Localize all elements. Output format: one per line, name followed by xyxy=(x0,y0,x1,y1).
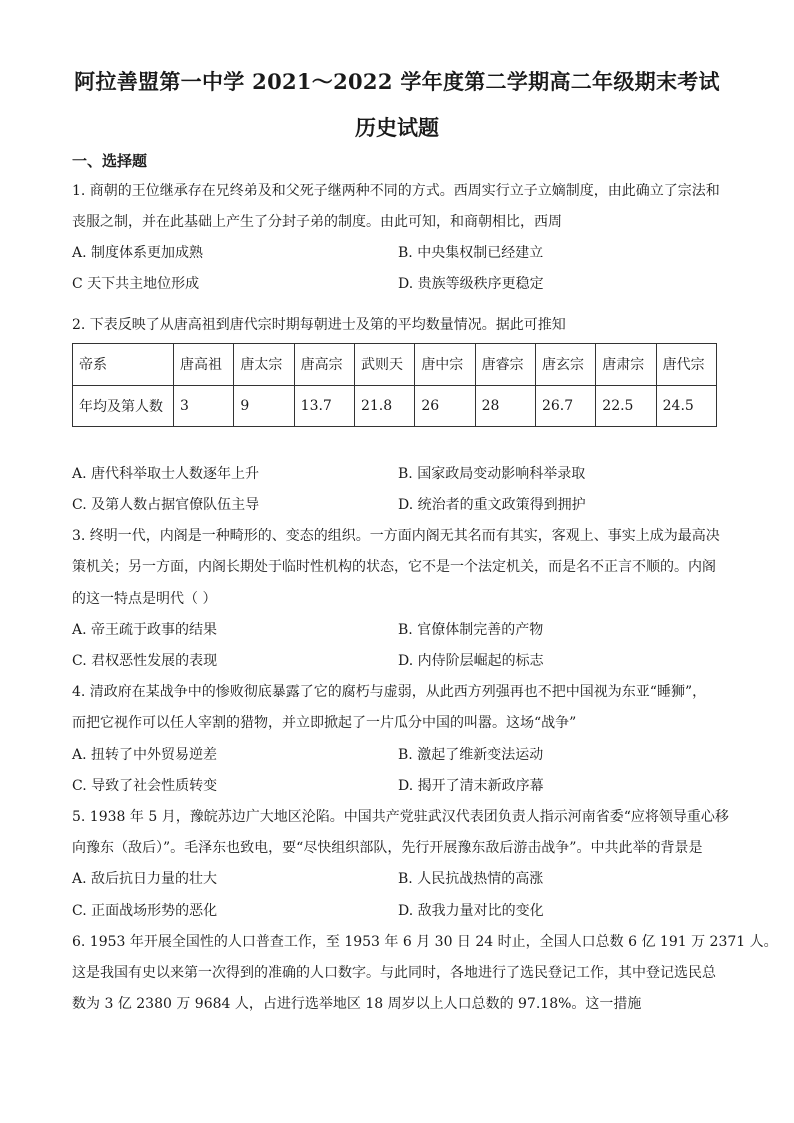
question-2-line-1: 2. 下表反映了从唐高祖到唐代宗时期每朝进士及第的平均数量情况。据此可推知 xyxy=(72,317,566,333)
table-cell: 26.7 xyxy=(535,385,595,427)
question-3-option-b: B. 官僚体制完善的产物 xyxy=(398,622,544,638)
question-3-option-d: D. 内侍阶层崛起的标志 xyxy=(398,653,544,669)
question-3-option-a: A. 帝王疏于政事的结果 xyxy=(72,622,218,638)
question-4-option-a: A. 扭转了中外贸易逆差 xyxy=(72,747,218,763)
table-cell: 唐太宗 xyxy=(234,344,294,386)
question-1-option-d: D. 贵族等级秩序更稳定 xyxy=(398,276,544,292)
table-cell: 武则天 xyxy=(354,344,414,386)
table-cell: 3 xyxy=(174,385,234,427)
question-3-line-1: 3. 终明一代，内阁是一种畸形的、变态的组织。一方面内阁无其名而有其实，客观上、事实上成为最高决 xyxy=(72,528,720,544)
jinshi-table xyxy=(72,343,717,427)
table-cell: 28 xyxy=(475,385,535,427)
question-4-option-b: B. 激起了维新变法运动 xyxy=(398,747,544,763)
exam-subject: 历史试题 xyxy=(355,115,439,140)
table-cell: 24.5 xyxy=(656,385,716,427)
table-cell: 唐肃宗 xyxy=(596,344,656,386)
question-4-line-2: 而把它视作可以任人宰割的猎物，并立即掀起了一片瓜分中国的叫嚣。这场“战争” xyxy=(72,715,577,731)
table-row xyxy=(73,385,717,427)
question-1-option-a: A. 制度体系更加成熟 xyxy=(72,245,204,261)
question-3-line-3: 的这一特点是明代（ ） xyxy=(72,591,217,607)
question-4-option-d: D. 揭开了清末新政序幕 xyxy=(398,778,544,794)
table-cell: 唐代宗 xyxy=(656,344,716,386)
table-cell: 21.8 xyxy=(354,385,414,427)
question-5-line-1: 5. 1938 年 5 月，豫皖苏边广大地区沦陷。中国共产党驻武汉代表团负责人指示河南省委“应将领导重心移 xyxy=(72,809,729,825)
table-cell: 唐中宗 xyxy=(415,344,475,386)
question-5-option-c: C. 正面战场形势的恶化 xyxy=(72,903,218,919)
table-cell: 26 xyxy=(415,385,475,427)
table-cell: 唐玄宗 xyxy=(535,344,595,386)
question-3-option-c: C. 君权恶性发展的表现 xyxy=(72,653,218,669)
question-6-line-1: 6. 1953 年开展全国性的人口普查工作，至 1953 年 6 月 30 日 24 时止，全国人口总数 6 亿 191 万 2371 人。 xyxy=(72,934,778,950)
question-6-line-3: 数为 3 亿 2380 万 9684 人，占进行选举地区 18 周岁以上人口总数的 97.18%。这一措施 xyxy=(72,996,642,1012)
table-cell: 唐高祖 xyxy=(174,344,234,386)
table-cell: 9 xyxy=(234,385,294,427)
table-cell: 13.7 xyxy=(294,385,354,427)
question-1-option-b: B. 中央集权制已经建立 xyxy=(398,245,544,261)
question-4-option-c: C. 导致了社会性质转变 xyxy=(72,778,218,794)
table-cell: 年均及第人数 xyxy=(73,385,174,427)
question-3-line-2: 策机关；另一方面，内阁长期处于临时性机构的状态，它不是一个法定机关，而是名不正言不顺的。内阁 xyxy=(72,559,716,575)
exam-title: 阿拉善盟第一中学 2021～2022 学年度第二学期高二年级期末考试 xyxy=(74,69,720,94)
question-6-line-2: 这是我国有史以来第一次得到的准确的人口数字。与此同时，各地进行了选民登记工作，其中登记选民总 xyxy=(72,965,716,981)
question-5-option-a: A. 敌后抗日力量的壮大 xyxy=(72,871,218,887)
question-4-line-1: 4. 清政府在某战争中的惨败彻底暴露了它的腐朽与虚弱，从此西方列强再也不把中国视为东亚“睡狮”， xyxy=(72,684,707,700)
question-1-line-1: 1. 商朝的王位继承存在兄终弟及和父死子继两种不同的方式。西周实行立子立嫡制度，由此确立了宗法和 xyxy=(72,183,720,199)
question-5-option-d: D. 敌我力量对比的变化 xyxy=(398,903,544,919)
question-5-option-b: B. 人民抗战热情的高涨 xyxy=(398,871,544,887)
table-cell: 帝系 xyxy=(73,344,174,386)
question-1-option-c: C 天下共主地位形成 xyxy=(72,276,200,292)
question-2-option-d: D. 统治者的重文政策得到拥护 xyxy=(398,497,586,513)
question-2-option-c: C. 及第人数占据官僚队伍主导 xyxy=(72,497,260,513)
question-5-line-2: 向豫东（敌后）”。毛泽东也致电，要“尽快组织部队，先行开展豫东敌后游击战争”。中共此举的背景是 xyxy=(72,840,703,856)
table-header-row xyxy=(73,344,717,386)
table-cell: 22.5 xyxy=(596,385,656,427)
table-cell: 唐睿宗 xyxy=(475,344,535,386)
table-cell: 唐高宗 xyxy=(294,344,354,386)
question-1-line-2: 丧服之制，并在此基础上产生了分封子弟的制度。由此可知，和商朝相比，西周 xyxy=(72,214,562,230)
question-2-option-a: A. 唐代科举取士人数逐年上升 xyxy=(72,466,260,482)
section-heading: 一、选择题 xyxy=(72,152,148,170)
question-2-option-b: B. 国家政局变动影响科举录取 xyxy=(398,466,586,482)
